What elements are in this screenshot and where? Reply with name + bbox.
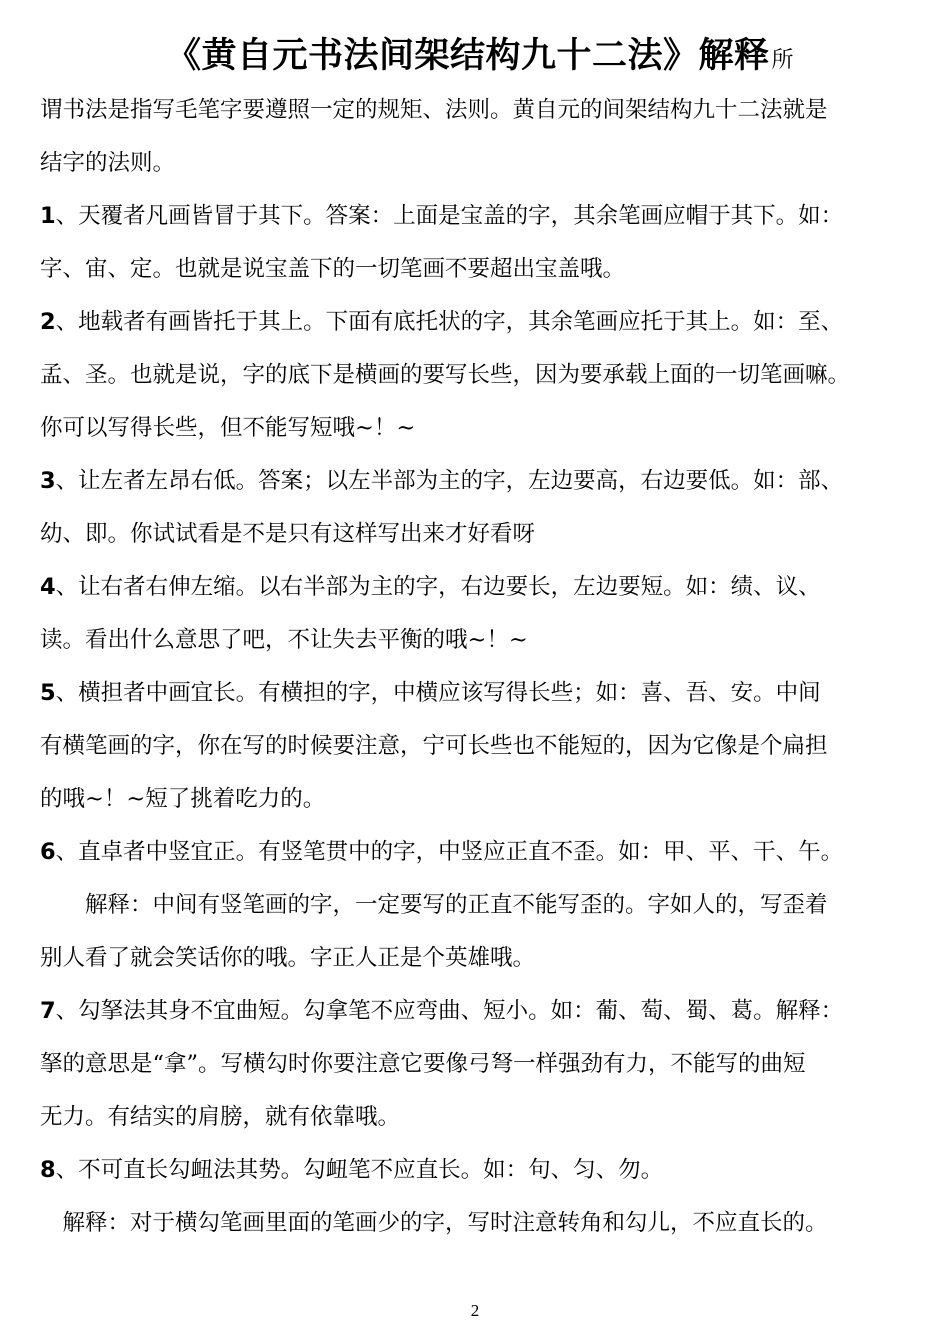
item-text: 、地载者有画皆托于其上。下面有底托状的字，其余笔画应托于其上。如：至、 — [55, 309, 844, 335]
item-3-line: 幼、即。你试试看是不是只有这样写出来才好看呀 — [40, 521, 536, 547]
item-1-line — [40, 190, 914, 243]
item-1-line: 字、宙、定。也就是说宝盖下的一切笔画不要超出宝盖哦。 — [40, 256, 626, 282]
item-number: 3 — [40, 468, 56, 494]
item-text: 、横担者中画宜长。有横担的字，中横应该写得长些；如：喜、吾、安。中间 — [55, 680, 821, 706]
item-number: 1 — [40, 203, 56, 229]
item-4-line: 读。看出什么意思了吧，不让失去平衡的哦~！~ — [40, 627, 528, 653]
item-5-line — [40, 667, 914, 720]
item-8-line — [40, 1144, 914, 1197]
item-2-line: 你可以写得长些，但不能写短哦~！~ — [40, 415, 416, 441]
item-number: 2 — [40, 309, 56, 335]
item-6-line — [40, 826, 914, 879]
item-6-line: 别人看了就会笑话你的哦。字正人正是个英雄哦。 — [40, 945, 536, 971]
item-5-line: 的哦~！~短了挑着吃力的。 — [40, 786, 326, 812]
title-suffix: 所 — [771, 48, 795, 73]
page-number: 2 — [470, 1301, 480, 1320]
document-body — [40, 84, 914, 1250]
item-4-line — [40, 561, 914, 614]
item-number: 8 — [40, 1157, 56, 1183]
item-text: 、直卓者中竖宜正。有竖笔贯中的字，中竖应正直不歪。如：甲、平、干、午。 — [55, 839, 844, 865]
item-7-line: 拏的意思是“拿”。写横勾时你要注意它要像弓弩一样强劲有力，不能写的曲短 — [40, 1051, 806, 1077]
item-number: 4 — [40, 574, 56, 600]
item-3-line — [40, 455, 914, 508]
intro-line: 结字的法则。 — [40, 150, 176, 176]
intro-line: 谓书法是指写毛笔字要遵照一定的规矩、法则。黄自元的间架结构九十二法就是 — [40, 97, 828, 123]
item-text: 、让右者右伸左缩。以右半部为主的字，右边要长，左边要短。如：绩、议、 — [55, 574, 821, 600]
item-text: 、不可直长勾衄法其势。勾衄笔不应直长。如：句、匀、勿。 — [55, 1157, 664, 1183]
item-7-line: 无力。有结实的肩膀，就有依靠哦。 — [40, 1104, 401, 1130]
item-number: 7 — [40, 998, 56, 1024]
item-text: 、让左者左昂右低。答案；以左半部为主的字，左边要高，右边要低。如：部、 — [55, 468, 844, 494]
item-2-line: 孟、圣。也就是说，字的底下是横画的要写长些，因为要承载上面的一切笔画嘛。 — [40, 362, 851, 388]
item-text: 、天覆者凡画皆冒于其下。答案：上面是宝盖的字，其余笔画应帽于其下。如： — [55, 203, 844, 229]
item-7-line — [40, 985, 914, 1038]
item-number: 5 — [40, 680, 56, 706]
page-title — [166, 28, 794, 78]
item-number: 6 — [40, 839, 56, 865]
title-text: 《黄自元书法间架结构九十二法》解释 — [166, 36, 770, 76]
item-5-line: 有横笔画的字，你在写的时候要注意，宁可长些也不能短的，因为它像是个扁担 — [40, 733, 828, 759]
item-2-line — [40, 296, 914, 349]
item-6-line: 解释：中间有竖笔画的字，一定要写的正直不能写歪的。字如人的，写歪着 — [40, 892, 828, 918]
item-text: 、勾拏法其身不宜曲短。勾拿笔不应弯曲、短小。如：葡、萄、蜀、葛。解释： — [55, 998, 844, 1024]
item-8-line: 解释：对于横勾笔画里面的笔画少的字，写时注意转角和勾儿，不应直长的。 — [40, 1210, 828, 1236]
